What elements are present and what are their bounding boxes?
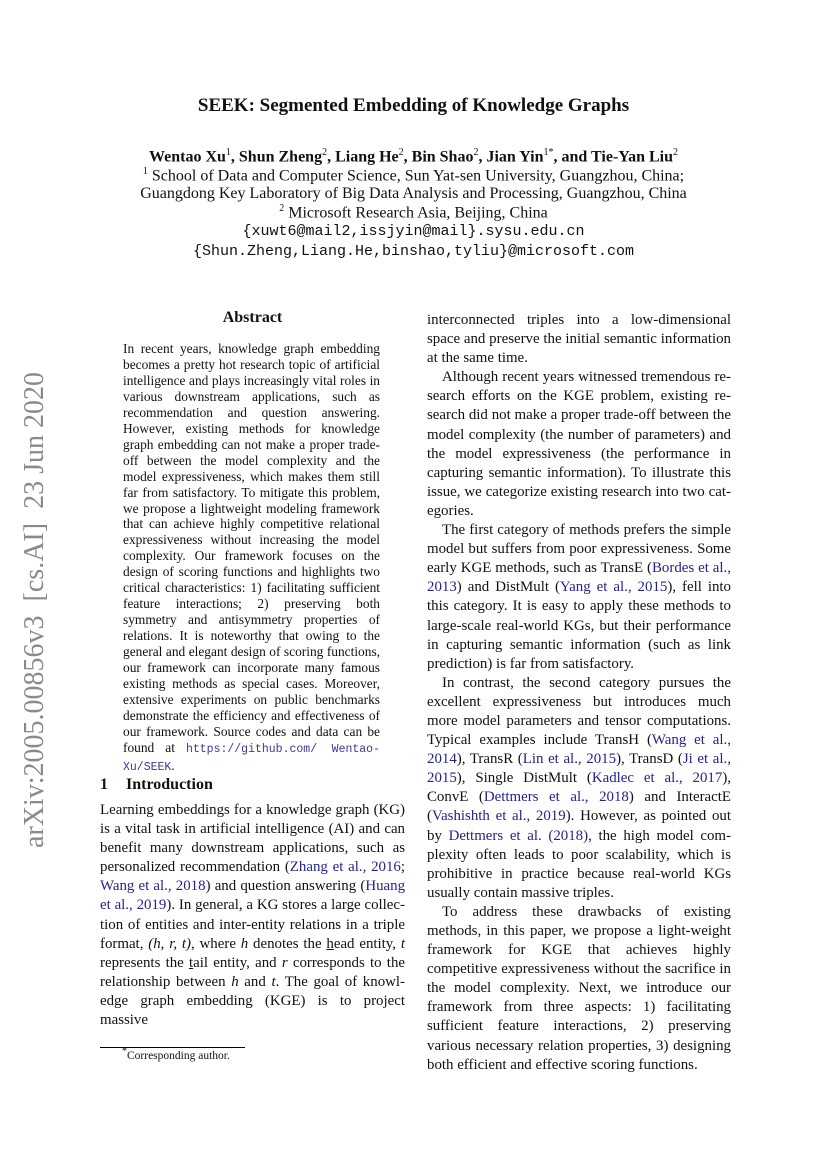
citation-link[interactable]: Kadlec et al., 2017 — [591, 770, 723, 787]
author-affiliation-mark: 2 — [672, 147, 678, 158]
author-affiliation-mark: 1 — [225, 147, 231, 158]
math-symbol: h — [231, 973, 239, 990]
arxiv-identifier: arXiv:2005.00856v3 [cs.AI] 23 Jun 2020 — [19, 372, 50, 848]
introduction-paragraph — [100, 801, 405, 1030]
body-paragraph — [427, 368, 731, 521]
author-separator: , — [230, 148, 239, 166]
text-span: ead entity, — [333, 935, 401, 952]
footnote-mark: * — [122, 1046, 127, 1057]
affiliation-mark: 1 — [142, 166, 148, 177]
author-separator: , — [327, 148, 336, 166]
text-span: Learning embeddings for a knowledge graph (KG) is a vital task in artificial intelligence (AI) and can benefit many downstream applications, such as personalized recommendation ( — [100, 802, 405, 876]
body-paragraph — [427, 674, 731, 903]
section-heading-introduction — [100, 776, 213, 794]
math-symbol: t — [271, 973, 276, 990]
citation-link[interactable]: Zhang et al., 2016 — [289, 859, 401, 876]
author-name: Wentao Xu — [149, 148, 226, 166]
text-span: h — [326, 935, 334, 952]
code-url-link[interactable]: https://github.com/ Wentao-Xu/SEEK — [123, 742, 380, 774]
text-span: In recent years, knowledge graph embedding becomes a pretty hot research topic of artificial intelligence and plays increasingly vital roles in various downstream applications, such as recommendation and question answering. However, existing methods for knowledge graph embedding can not make a proper trade-off between the model complexity and the model expressiveness, which makes them still far from satisfactory. To mitigate this problem, we propose a lightweight modeling framework that can achieve highly competitive relational expressiveness without increasing the model complexity. Our framework focuses on the design of scoring functions and highlights two critical characteristics: 1) facilitating sufficient feature interactions; 2) preserving both symmetry and antisymmetry properties of relations. It is noteworthy that owing to the general and elegant design of scoring functions, our framework can incorporate many famous existing methods as special cases. Moreover, extensive experiments on public benchmarks demonstrate the efficiency and effectiveness of our framework. Source codes and data can be found at — [123, 341, 380, 755]
citation-link[interactable]: Ji et al., 2015 — [427, 751, 731, 787]
author-name: Tie-Yan Liu — [591, 148, 673, 166]
paper-title: SEEK: Segmented Embedding of Knowledge Graphs — [197, 95, 630, 116]
author-separator: , — [478, 148, 487, 166]
math-symbol: (h, r, t) — [148, 935, 191, 952]
section-number: 1 — [100, 776, 108, 793]
text-span: To address these drawbacks of existing methods, in this paper, we propose a light-weight framework for KGE that achieves highly competitive expressiveness without the sacrifice in the model complexity. Next, we introduce our framework from three aspects: 1) facilitating sufficient feature interactions, 2) preserving various necessary relation properties, 3) designing both efficient and effective scoring functions. — [427, 903, 731, 1073]
text-span: ). In general, a KG stores a large collection of entities and inter-entity relations in a triple format, — [100, 897, 405, 952]
section-title: Introduction — [126, 776, 213, 793]
citation-link[interactable]: Lin et al., 2015 — [522, 751, 617, 768]
author-separator: , — [403, 148, 412, 166]
citation-link[interactable]: Yang et al., 2015 — [559, 579, 668, 596]
text-span: ), TransR ( — [456, 751, 523, 768]
text-span: ail entity, and — [193, 954, 282, 971]
text-span: ), TransD ( — [616, 751, 683, 768]
text-span: ), fell into this category. It is easy to apply these methods to large-scale real-world KGs, but their performance in capturing semantic information (such as link prediction) is far from satisfactory. — [427, 579, 731, 672]
author-affiliation-mark: 2 — [322, 147, 328, 158]
text-span: ). However, as pointed out by — [427, 808, 731, 844]
abstract-body — [123, 341, 380, 776]
body-paragraph — [427, 311, 731, 368]
author-name: Jian Yin — [486, 148, 544, 166]
citation-link[interactable]: Vashishth et al., 2019 — [431, 808, 566, 825]
text-span: represents the — [100, 954, 189, 971]
affiliation-mark: 2 — [279, 203, 285, 214]
right-column — [427, 311, 731, 1075]
text-span: . The goal of knowledge graph embedding (KGE) is to project massive — [100, 973, 406, 1029]
author-affiliation-mark: 1* — [543, 147, 554, 158]
text-span: interconnected triples into a low-dimensional space and preserve the initial semantic information at the same time. — [427, 312, 731, 367]
author-separator: , and — [553, 148, 592, 166]
text-span: , where — [191, 935, 241, 952]
text-span: corresponds to the relationship between — [100, 954, 405, 990]
author-name: Bin Shao — [411, 148, 474, 166]
email-line-2: {Shun.Zheng,Liang.He,binshao,tyliu}@microsoft.com — [192, 243, 635, 260]
body-paragraph — [427, 521, 731, 674]
text-span: . — [171, 757, 175, 773]
footnote — [122, 1046, 230, 1062]
text-span: ) and question answering ( — [205, 878, 366, 895]
citation-link[interactable]: Dettmers et al., 2018 — [483, 789, 629, 806]
text-span: Although recent years witnessed tremendous research efforts on the KGE problem, existing research did not make a proper trade-off between the model complexity (the number of parameters) and the model expressiveness (the performance in capturing semantic information). To illustrate this issue, we categorize existing research into two categories. — [427, 369, 731, 519]
text-span: and — [238, 973, 272, 990]
text-span: ), Single DistMult ( — [456, 770, 592, 787]
affiliation-1b: Guangdong Key Laboratory of Big Data Analysis and Processing, Guangzhou, China — [140, 185, 687, 202]
text-span: ), ConvE ( — [427, 770, 731, 806]
citation-link[interactable]: Wang et al., 2018 — [100, 878, 206, 895]
author-affiliation-mark: 2 — [398, 147, 404, 158]
author-list — [0, 147, 827, 166]
abstract-heading: Abstract — [222, 309, 283, 326]
citation-link[interactable]: Huang et al., 2019 — [100, 878, 406, 914]
author-name: Shun Zheng — [238, 148, 323, 166]
citation-link[interactable]: Bordes et al., 2013 — [427, 560, 731, 596]
math-symbol: r — [281, 954, 288, 971]
affiliation-text: Microsoft Research Asia, Beijing, China — [284, 204, 548, 222]
affiliation-text: School of Data and Computer Science, Sun Yat-sen University, Guangzhou, China; — [147, 167, 685, 185]
citation-link[interactable]: Dettmers et al. (2018) — [448, 827, 589, 844]
text-span: ; — [400, 859, 405, 876]
text-span: ) and InteractE ( — [427, 789, 732, 825]
text-span: ) and DistMult ( — [456, 579, 560, 596]
affiliation-1 — [0, 166, 827, 185]
body-paragraph — [427, 903, 731, 1075]
text-span: The first category of methods prefers the simple model but suffers from poor expressiveness. Some early KGE methods, such as TransE ( — [427, 522, 731, 577]
text-span: t — [188, 954, 194, 971]
text-span: , the high model complexity often leads to poor scalability, which is prohibitive in practice because real-world KGs usually contain massive triples. — [427, 827, 731, 901]
footnote-text: Corresponding author. — [127, 1049, 230, 1062]
email-line-1: {xuwt6@mail2,issjyin@mail}.sysu.edu.cn — [242, 223, 585, 240]
author-affiliation-mark: 2 — [473, 147, 479, 158]
text-span: denotes the — [248, 935, 327, 952]
math-symbol: t — [400, 935, 405, 952]
citation-link[interactable]: Wang et al., 2014 — [427, 732, 731, 768]
text-span: In contrast, the second category pursues the excellent expressiveness but introduces much more model parameters and tensor computations. Typical examples include TransH ( — [427, 674, 731, 749]
math-symbol: h — [240, 935, 249, 952]
affiliation-2 — [0, 203, 827, 222]
author-name: Liang He — [335, 148, 399, 166]
